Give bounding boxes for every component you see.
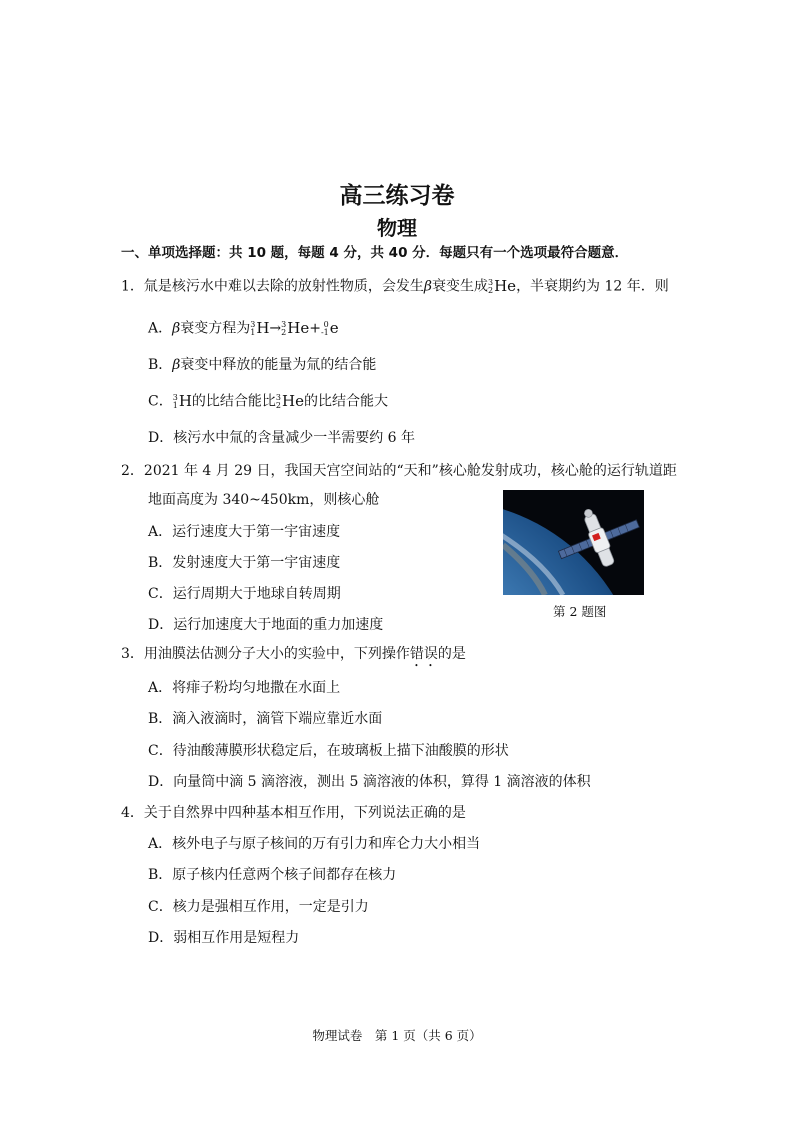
section-heading: 一、单项选择题：共 10 题，每题 4 分，共 40 分．每题只有一个选项最符合题意． bbox=[121, 245, 629, 261]
electron: 0 -1 e bbox=[320, 319, 339, 337]
question-3-option-d: D．向量筒中滴 5 滴溶液，测出 5 滴溶液的体积，算得 1 滴溶液的体积 bbox=[148, 774, 591, 790]
question-3-option-a: A．将痱子粉均匀地撒在水面上 bbox=[148, 680, 341, 696]
question-2-option-c: C．运行周期大于地球自转周期 bbox=[148, 586, 341, 602]
question-4-option-b: B．原子核内任意两个核子间都存在核力 bbox=[148, 867, 397, 883]
page-footer: 物理试卷 第 1 页（共 6 页） bbox=[312, 1028, 482, 1043]
question-3-option-b: B．滴入液滴时，滴管下端应靠近水面 bbox=[148, 711, 383, 727]
nuclide-he3: 3 2 He bbox=[281, 319, 310, 337]
nuclide-he3: 3 2 He bbox=[488, 277, 517, 295]
question-2-option-a: A．运行速度大于第一宇宙速度 bbox=[148, 524, 341, 540]
question-2-stem-line2: 地面高度为 340~450km，则核心舱 bbox=[148, 492, 380, 508]
question-2-option-b: B．发射速度大于第一宇宙速度 bbox=[148, 555, 341, 571]
nuclide-h3: 3 1 H bbox=[250, 319, 270, 337]
figure-caption: 第 2 题图 bbox=[553, 604, 607, 619]
question-1-option-b: B．β衰变中释放的能量为氚的结合能 bbox=[148, 357, 377, 373]
question-1-stem: 1．氚是核污水中难以去除的放射性物质，会发生β衰变生成 3 2 He，半衰期约为 12 年．则 bbox=[121, 277, 669, 295]
question-2-stem-line1: 2．2021 年 4 月 29 日，我国天宫空间站的“天和”核心舱发射成功，核心舱的运行轨道距 bbox=[121, 463, 677, 479]
question-1-option-c: C． 3 1 H的比结合能比 3 2 He的比结合能大 bbox=[148, 392, 388, 410]
question-1-option-d: D．核污水中氚的含量减少一半需要约 6 年 bbox=[148, 430, 416, 446]
nuclide-h3: 3 1 H bbox=[172, 392, 192, 410]
nuclide-he3: 3 2 He bbox=[275, 392, 304, 410]
exam-title: 高三练习卷 bbox=[339, 182, 455, 209]
question-3-stem: 3．用油膜法估测分子大小的实验中，下列操作错误的是 bbox=[121, 646, 466, 662]
subject-title: 物理 bbox=[377, 216, 417, 240]
question-4-option-c: C．核力是强相互作用，一定是引力 bbox=[148, 899, 369, 915]
question-1-option-a: A．β衰变方程为 3 1 H→ 3 2 He+ 0 -1 e bbox=[148, 319, 339, 337]
question-4-option-a: A．核外电子与原子核间的万有引力和库仑力大小相当 bbox=[148, 836, 481, 852]
space-station-image bbox=[503, 490, 644, 595]
emphasized-word: 错误 bbox=[409, 646, 438, 662]
question-4-option-d: D．弱相互作用是短程力 bbox=[148, 930, 300, 946]
question-2-option-d: D．运行加速度大于地面的重力加速度 bbox=[148, 617, 384, 633]
question-4-stem: 4．关于自然界中四种基本相互作用，下列说法正确的是 bbox=[121, 805, 466, 821]
question-3-option-c: C．待油酸薄膜形状稳定后，在玻璃板上描下油酸膜的形状 bbox=[148, 743, 509, 759]
